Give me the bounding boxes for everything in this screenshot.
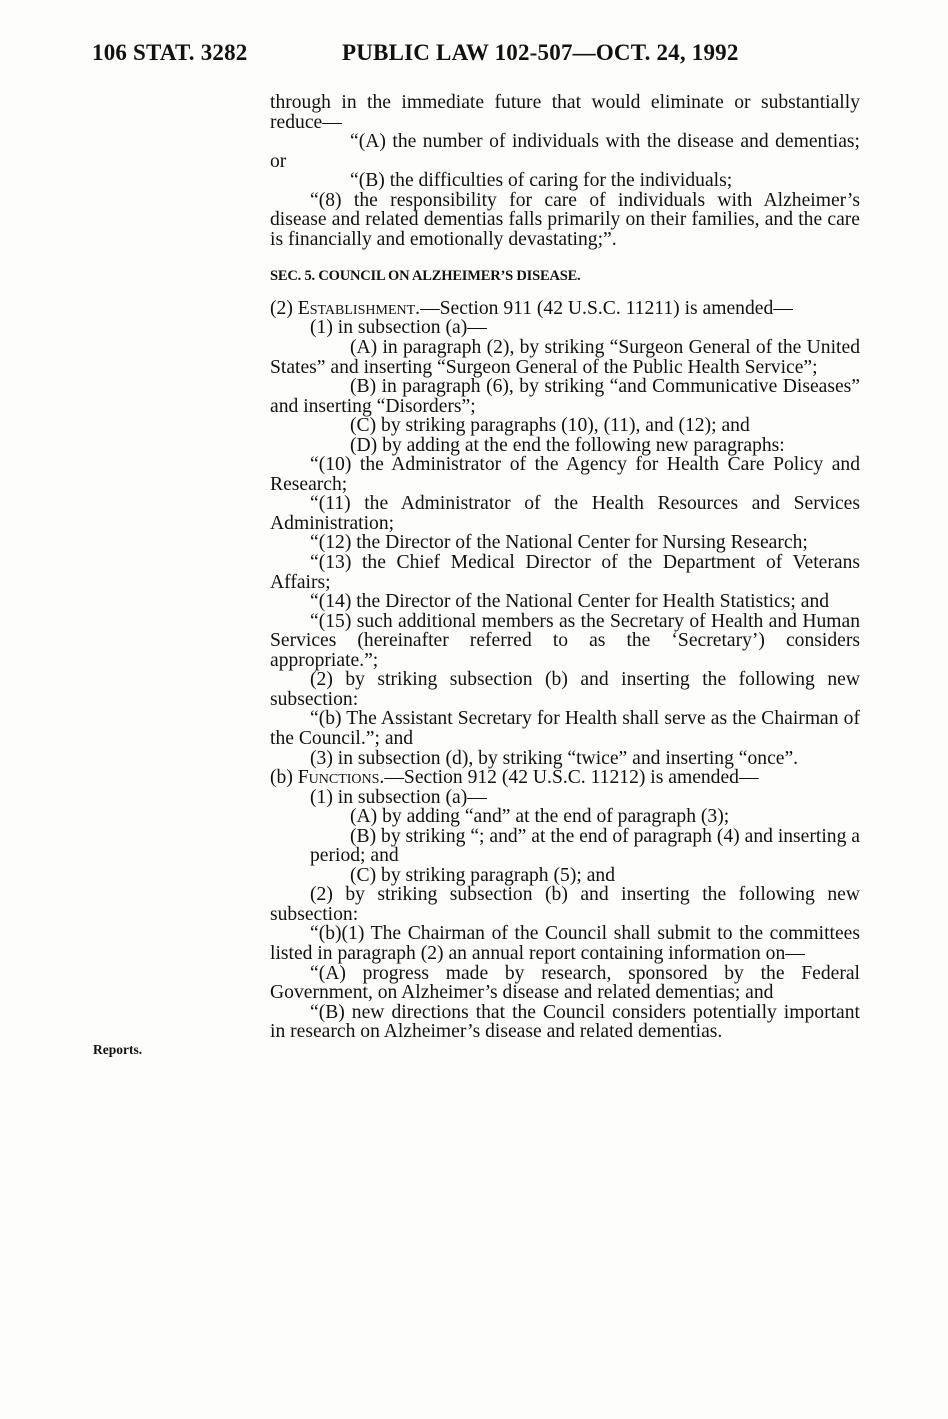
paragraph: (2) by striking subsection (b) and inserting the following new subsection: [270, 669, 860, 710]
body-text [270, 93, 860, 1042]
paragraph: “(b) The Assistant Secretary for Health shall serve as the Chairman of the Council.”; and [270, 708, 860, 749]
public-law-title: PUBLIC LAW 102-507—OCT. 24, 1992 [342, 40, 739, 65]
paragraph: (D) by adding at the end the following new paragraphs: [350, 434, 785, 456]
paragraph: (1) in subsection (a)— [310, 317, 487, 339]
statute-page-number: 106 STAT. 3282 [92, 40, 248, 65]
paragraph-rest: —Section 911 (42 U.S.C. 11211) is amended— [420, 297, 793, 319]
paragraph: (C) by striking paragraph (5); and [350, 864, 615, 886]
paragraph: “(B) the difficulties of caring for the individuals; [350, 170, 733, 192]
paragraph [270, 827, 860, 866]
paragraph: (A) in paragraph (2), by striking “Surgeon General of the United States” and inserting “Surgeon General of the Public Health Service”; [270, 337, 860, 378]
paragraph [270, 299, 860, 319]
paragraph: “(14) the Director of the National Center for Health Statistics; and [310, 591, 830, 613]
paragraph: “(12) the Director of the National Center for Nursing Research; [310, 532, 808, 554]
paragraph: (2) by striking subsection (b) and inserting the following new subsection: [270, 884, 860, 925]
paragraph: “(B) new directions that the Council considers potentially important in research on Alzheimer’s disease and related dementias. [270, 1001, 860, 1043]
paragraph: “(10) the Administrator of the Agency for Health Care Policy and Research; [270, 454, 860, 495]
paragraph: “(15) such additional members as the Secretary of Health and Human Services (hereinafter referred to as the ‘Secretary’) considers appropriate.”; [270, 610, 860, 671]
paragraph-rest: —Section 912 (42 U.S.C. 11212) is amended— [384, 767, 759, 789]
paragraph: “(11) the Administrator of the Health Resources and Services Administration; [270, 493, 860, 534]
paragraph: through in the immediate future that would eliminate or substantially reduce— [270, 92, 860, 133]
paragraph-prefix: (b) [270, 767, 298, 789]
page-header [92, 40, 862, 70]
paragraph: (C) by striking paragraphs (10), (11), and (12); and [350, 415, 750, 437]
paragraph: “(8) the responsibility for care of individuals with Alzheimer’s disease and related dementias falls primarily on their families, and the care is financially and emotionally devastating;”. [270, 189, 860, 250]
paragraph: “(A) progress made by research, sponsored by the Federal Government, on Alzheimer’s disease and related dementias; and [270, 962, 860, 1004]
paragraph: “(13) the Chief Medical Director of the Department of Veterans Affairs; [270, 552, 860, 593]
paragraph: (B) in paragraph (6), by striking “and Communicative Diseases” and inserting “Disorders”; [270, 376, 860, 417]
paragraph: “(b)(1) The Chairman of the Council shall submit to the committees listed in paragraph (2) an annual report containing information on— [270, 923, 860, 964]
paragraph [270, 768, 860, 788]
paragraph: (A) by adding “and” at the end of paragraph (3); [350, 806, 730, 828]
paragraph: (1) in subsection (a)— [310, 786, 487, 808]
paragraph-caption: Establishment. [297, 297, 421, 319]
section-heading: SEC. 5. COUNCIL ON ALZHEIMER’S DISEASE. [270, 268, 581, 285]
paragraph: (3) in subsection (d), by striking “twice” and inserting “once”. [310, 747, 799, 769]
paragraph-prefix: (2) [270, 297, 298, 319]
margin-note-reports: Reports. [93, 1042, 143, 1057]
paragraph-text: (B) by striking “; and” at the end of paragraph (4) and inserting a period; and [310, 825, 860, 867]
paragraph-caption: Functions. [297, 767, 385, 789]
paragraph: “(A) the number of individuals with the disease and dementias; or [270, 131, 860, 172]
